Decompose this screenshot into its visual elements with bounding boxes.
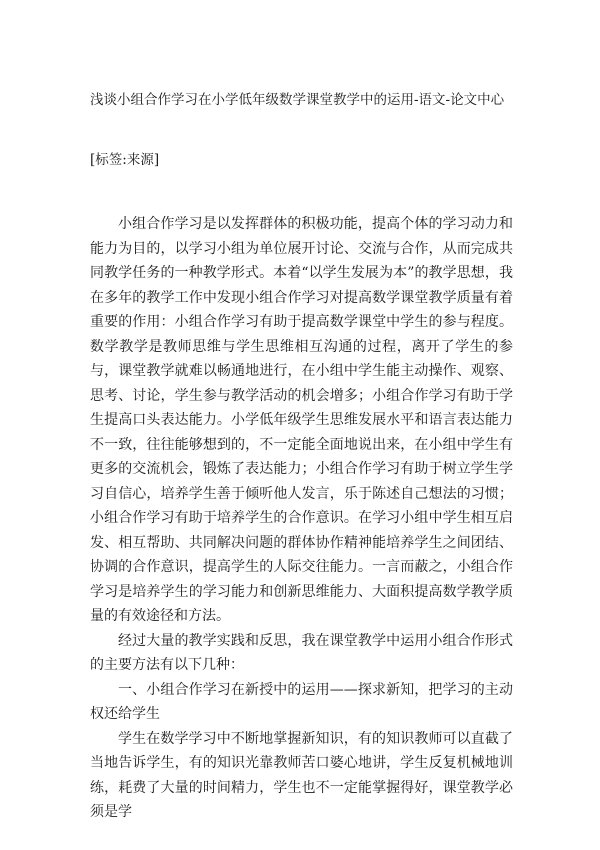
section-heading-1: 一、小组合作学习在新授中的运用——探求新知，把学习的主动权还给学生 [90,681,513,722]
paragraph-intro: 小组合作学习是以发挥群体的积极功能，提高个体的学习动力和能力为目的，以学习小组为单位展开讨论、交流与合作，从而完成共同教学任务的一种教学形式。本着“以学生发展为本”的教学思想，我在多年的教学工作中发现小组合作学习对提高数学课堂教学质量有着重要的作用：小组合作学习有助于提高数学课堂中学生的参与程度。数学教学是教师思维与学生思维相互沟通的过程，离开了学生的参与，课堂教学就难以畅通地进行，在小组中学生能主动操作、观察、思考、讨论，学生参与教学活动的机会增多；小组合作学习有助于学生提高口头表达能力。小学低年级学生思维发展水平和语言表达能力不一致，往往能够想到的，不一定能全面地说出来，在小组中学生有更多的交流机会，锻炼了表达能力；小组合作学习有助于树立学生学习自信心，培养学生善于倾听他人发言，乐于陈述自己想法的习惯；小组合作学习有助于培养学生的合作意识。在学习小组中学生相互启发、相互帮助、共同解决问题的群体协作精神能培养学生之间团结、协调的合作意识，提高学生的人际交往能力。一言而蔽之，小组合作学习是培养学生的学习能力和创新思维能力、大面积提高数学教学质量的有效途径和方法。 [90,216,513,624]
document-body [90,212,513,825]
document-title: 浅谈小组合作学习在小学低年级数学课堂教学中的运用-语文-论文中心 [90,92,505,108]
source-tag: [标签:来源] [90,152,160,168]
paragraph-methods-lead: 经过大量的教学实践和反思，我在课堂教学中运用小组合作形式的主要方法有以下几种： [90,632,513,673]
paragraph-section-1: 学生在数学学习中不断地掌握新知识，有的知识教师可以直截了当地告诉学生，有的知识光靠教师苦口婆心地讲，学生反复机械地训练，耗费了大量的时间精力，学生也不一定能掌握得好，课堂教学必须是学 [90,730,513,820]
